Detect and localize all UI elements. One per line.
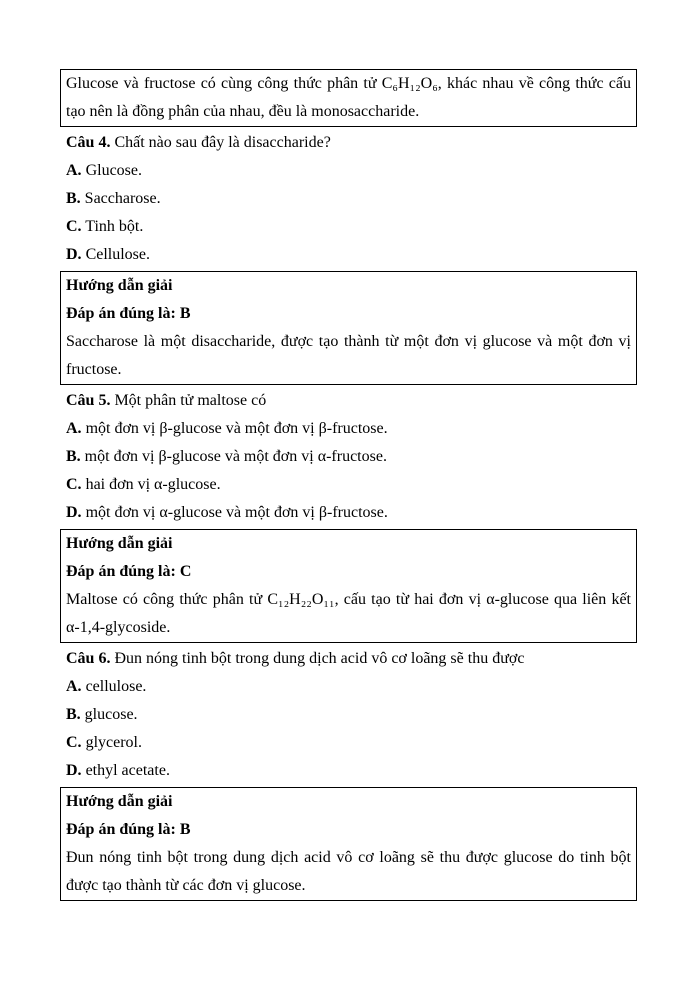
solution-4-box bbox=[60, 271, 637, 385]
solution-heading: Hướng dẫn giải bbox=[66, 535, 173, 552]
question-5-label: Câu 5. bbox=[66, 392, 111, 409]
solution-explanation: Maltose có công thức phân tử C₁₂H₂₂O₁₁, cấu tạo từ hai đơn vị α-glucose qua liên kết α-1,4-glycoside. bbox=[66, 591, 631, 636]
question-5-option-a bbox=[60, 415, 637, 443]
question-5-option-b bbox=[60, 443, 637, 471]
question-6-option-a bbox=[60, 673, 637, 701]
option-text: Cellulose. bbox=[81, 246, 150, 263]
option-text: một đơn vị β-glucose và một đơn vị α-fructose. bbox=[80, 448, 387, 465]
question-6-label: Câu 6. bbox=[66, 650, 111, 667]
option-letter: C. bbox=[66, 476, 82, 493]
question-4-option-b bbox=[60, 185, 637, 213]
question-4-option-c bbox=[60, 213, 637, 241]
solution-answer: Đáp án đúng là: B bbox=[66, 305, 191, 322]
question-6 bbox=[60, 645, 637, 673]
solution-5-box bbox=[60, 529, 637, 643]
question-6-option-c bbox=[60, 729, 637, 757]
question-4-text: Chất nào sau đây là disaccharide? bbox=[110, 134, 331, 151]
question-4-option-d bbox=[60, 241, 637, 269]
intro-text: Glucose và fructose có cùng công thức phân tử C₆H₁₂O₆, khác nhau về công thức cấu tạo nên là đồng phân của nhau, đều là monosaccharide. bbox=[66, 75, 631, 120]
option-text: Glucose. bbox=[81, 162, 142, 179]
option-letter: A. bbox=[66, 162, 82, 179]
question-6-text: Đun nóng tinh bột trong dung dịch acid vô cơ loãng sẽ thu được bbox=[110, 650, 525, 667]
option-text: hai đơn vị α-glucose. bbox=[81, 476, 221, 493]
question-4 bbox=[60, 129, 637, 157]
option-letter: C. bbox=[66, 734, 82, 751]
question-6-option-d bbox=[60, 757, 637, 785]
question-5-text: Một phân tử maltose có bbox=[110, 392, 267, 409]
solution-answer: Đáp án đúng là: B bbox=[66, 821, 191, 838]
option-letter: B. bbox=[66, 190, 81, 207]
solution-heading: Hướng dẫn giải bbox=[66, 793, 173, 810]
question-5-option-d bbox=[60, 499, 637, 527]
solution-explanation: Đun nóng tinh bột trong dung dịch acid vô cơ loãng sẽ thu được glucose do tinh bột được tạo thành từ các đơn vị glucose. bbox=[66, 849, 631, 894]
solution-answer: Đáp án đúng là: C bbox=[66, 563, 192, 580]
question-4-label: Câu 4. bbox=[66, 134, 111, 151]
option-text: ethyl acetate. bbox=[81, 762, 170, 779]
question-6-option-b bbox=[60, 701, 637, 729]
option-letter: B. bbox=[66, 706, 81, 723]
option-text: glycerol. bbox=[81, 734, 142, 751]
question-5 bbox=[60, 387, 637, 415]
option-letter: A. bbox=[66, 420, 82, 437]
intro-box bbox=[60, 69, 637, 127]
option-letter: D. bbox=[66, 246, 82, 263]
option-text: một đơn vị β-glucose và một đơn vị β-fructose. bbox=[81, 420, 388, 437]
solution-heading: Hướng dẫn giải bbox=[66, 277, 173, 294]
option-text: cellulose. bbox=[81, 678, 147, 695]
question-4-option-a bbox=[60, 157, 637, 185]
option-text: glucose. bbox=[80, 706, 138, 723]
solution-6-box bbox=[60, 787, 637, 901]
option-letter: C. bbox=[66, 218, 82, 235]
option-text: Tinh bột. bbox=[81, 218, 144, 235]
option-text: Saccharose. bbox=[80, 190, 161, 207]
option-letter: D. bbox=[66, 504, 82, 521]
option-letter: D. bbox=[66, 762, 82, 779]
option-letter: A. bbox=[66, 678, 82, 695]
option-text: một đơn vị α-glucose và một đơn vị β-fructose. bbox=[81, 504, 388, 521]
question-5-option-c bbox=[60, 471, 637, 499]
solution-explanation: Saccharose là một disaccharide, được tạo thành từ một đơn vị glucose và một đơn vị fructose. bbox=[66, 333, 631, 378]
option-letter: B. bbox=[66, 448, 81, 465]
